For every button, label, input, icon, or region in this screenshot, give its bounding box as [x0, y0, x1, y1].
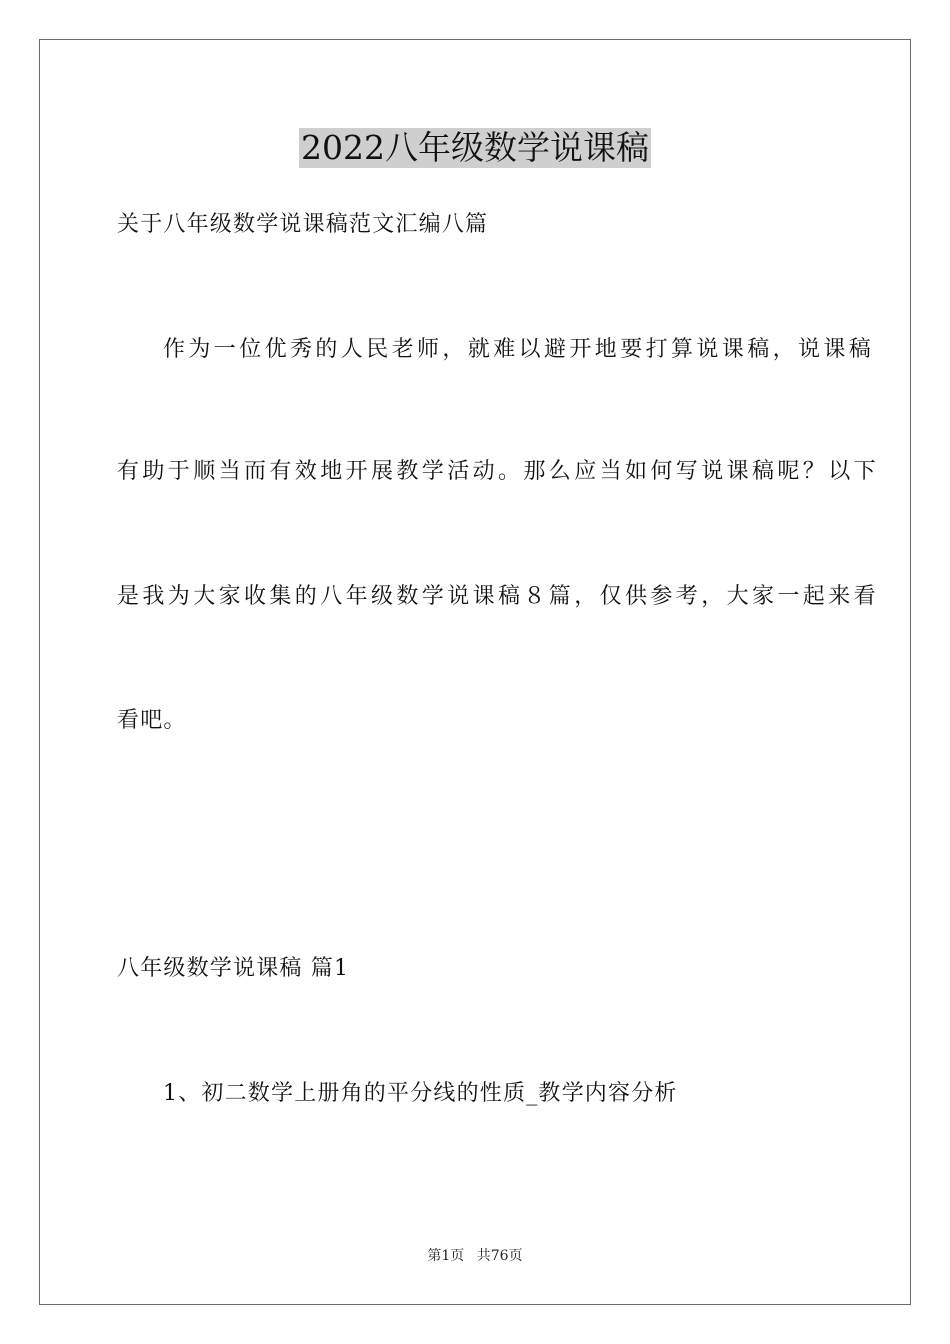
section-item: 1、初二数学上册角的平分线的性质_教学内容分析	[163, 1081, 678, 1106]
section-heading: 八年级数学说课稿 篇1	[117, 956, 350, 981]
total-pages: 共76页	[476, 1248, 523, 1264]
intro-line-2: 有助于顺当而有效地开展教学活动。那么应当如何写说课稿呢？以下	[117, 459, 880, 484]
title-container	[0, 128, 950, 168]
intro-line-4: 看吧。	[117, 708, 187, 733]
intro-line-3: 是我为大家收集的八年级数学说课稿８篇，仅供参考，大家一起来看	[117, 584, 880, 609]
intro-line-1: 作为一位优秀的人民老师，就难以避开地要打算说课稿，说课稿	[163, 337, 875, 362]
page-number: 第1页	[427, 1248, 465, 1264]
document-subtitle: 关于八年级数学说课稿范文汇编八篇	[117, 212, 489, 237]
page-footer	[0, 1247, 950, 1265]
document-title: 2022八年级数学说课稿	[301, 128, 649, 167]
